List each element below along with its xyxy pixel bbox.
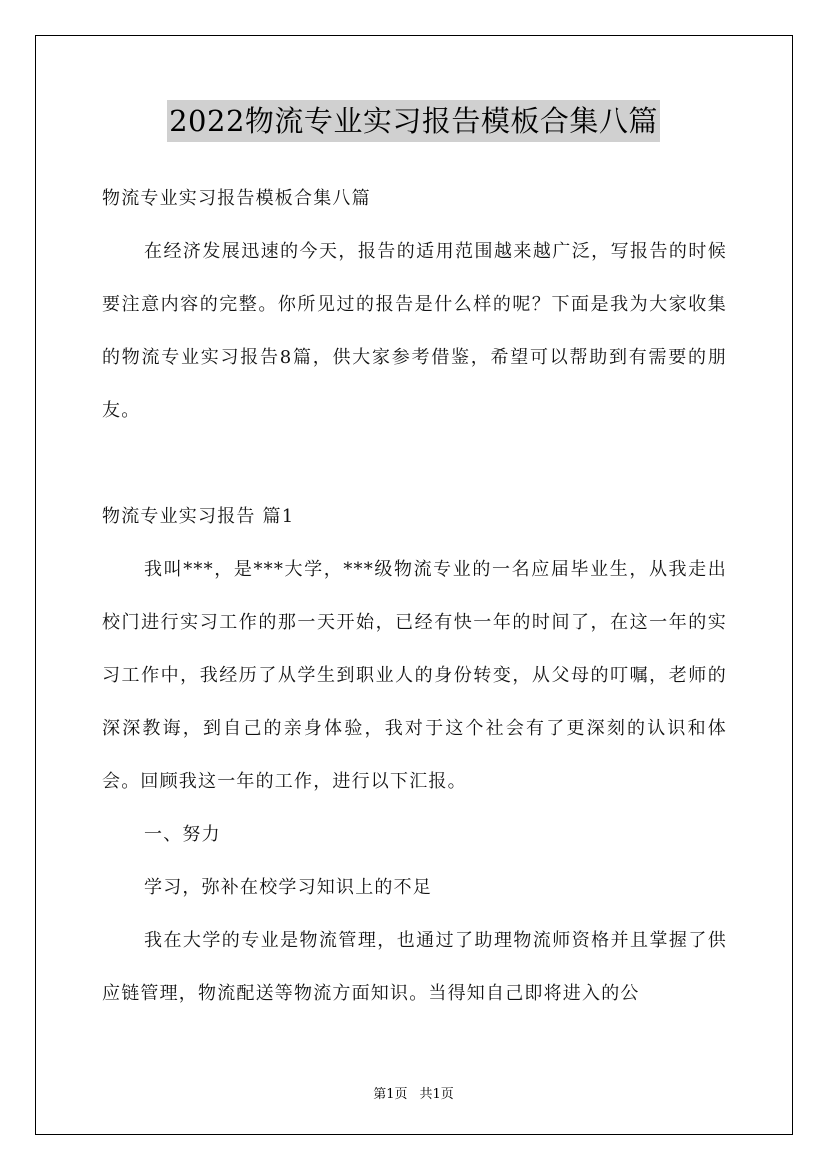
point-heading: 一、努力 [144, 824, 221, 845]
section-heading: 物流专业实习报告 篇1 [102, 506, 295, 527]
page-total: 共1页 [419, 1087, 454, 1102]
point-subheading: 学习，弥补在校学习知识上的不足 [144, 877, 432, 898]
document-title: 2022物流专业实习报告模板合集八篇 [167, 100, 660, 142]
page-footer [0, 1083, 827, 1102]
body-paragraph-2: 我在大学的专业是物流管理，也通过了助理物流师资格并且掌握了供应链管理，物流配送等物流方面知识。当得知自己即将进入的公 [102, 930, 727, 1004]
title-area [0, 100, 827, 142]
document-body [102, 172, 727, 1020]
document-subtitle: 物流专业实习报告模板合集八篇 [102, 188, 371, 209]
intro-paragraph: 在经济发展迅速的今天，报告的适用范围越来越广泛，写报告的时候要注意内容的完整。你所见过的报告是什么样的呢？下面是我为大家收集的物流专业实习报告8篇，供大家参考借鉴，希望可以帮助到有需要的朋友。 [102, 241, 727, 421]
paragraph-spacer [102, 437, 727, 490]
body-paragraph-1: 我叫***，是***大学，***级物流专业的一名应届毕业生，从我走出校门进行实习工作的那一天开始，已经有快一年的时间了，在这一年的实习工作中，我经历了从学生到职业人的身份转变，从父母的叮嘱，老师的深深教诲，到自己的亲身体验，我对于这个社会有了更深刻的认识和体会。回顾我这一年的工作，进行以下汇报。 [102, 559, 727, 792]
page-number: 第1页 [373, 1087, 408, 1102]
